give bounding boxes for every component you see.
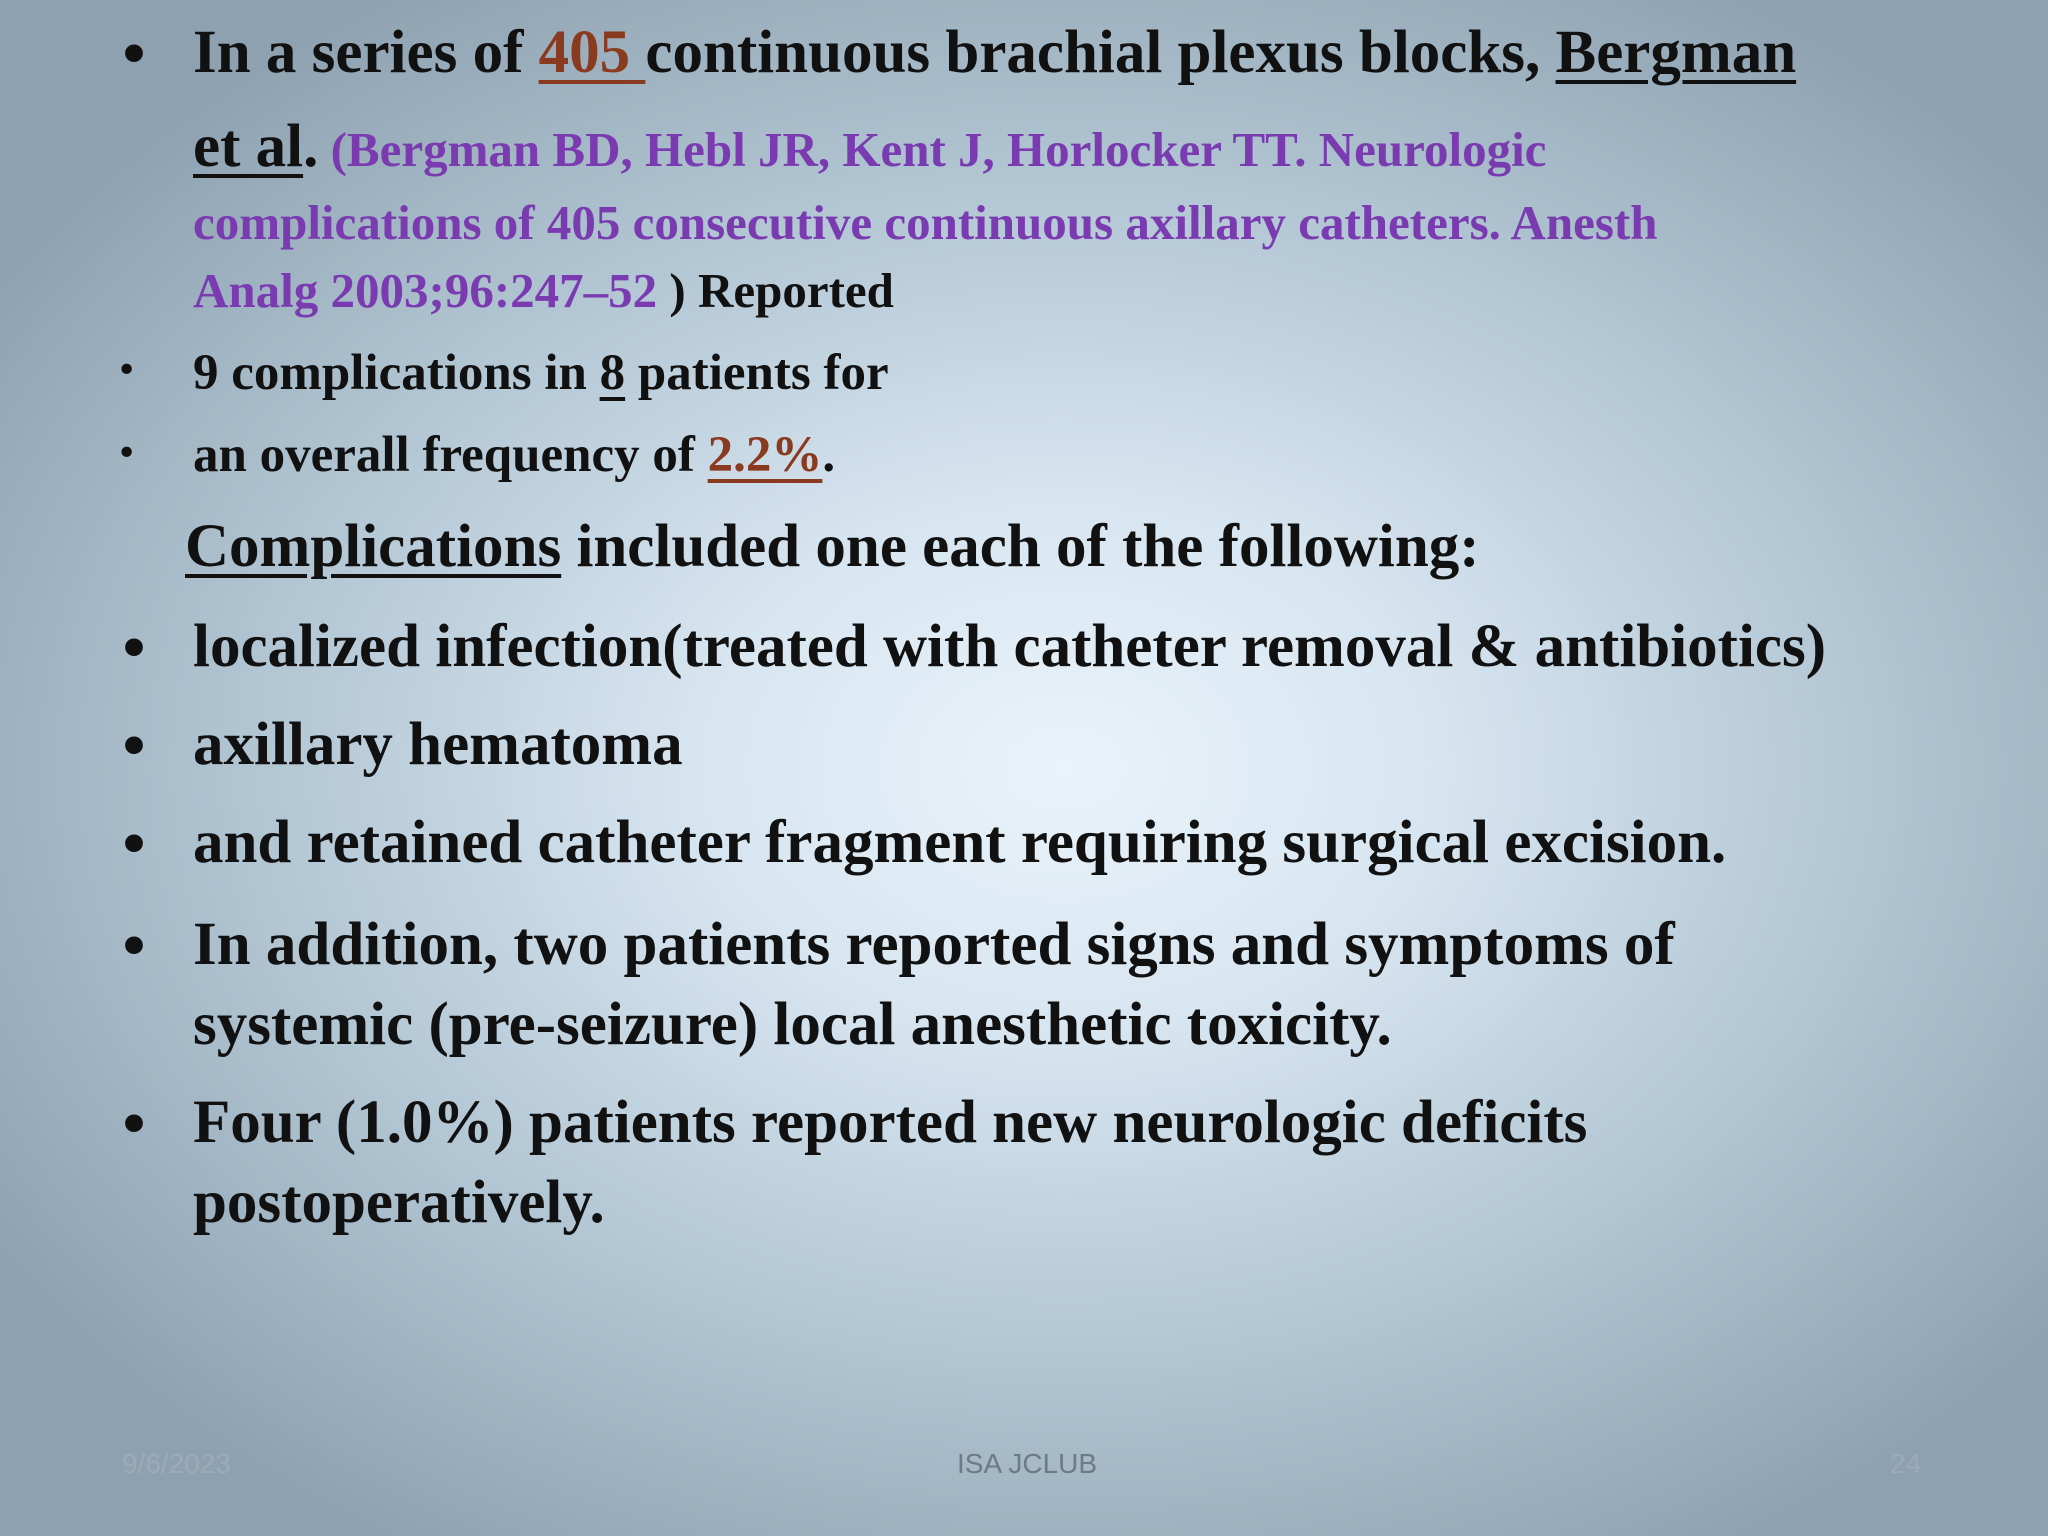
complications-heading: Complications included one each of the following: [185, 513, 1480, 580]
bullet-marker: • [116, 350, 138, 391]
author-etal: et al [193, 113, 304, 180]
complication-item: localized infection(treated with catheter removal & antibiotics) [193, 613, 1827, 680]
intro-line-4 [193, 262, 894, 319]
footer-title: ISA JCLUB [957, 1448, 1098, 1479]
count-405: 405 [538, 19, 646, 86]
four-line-2: postoperatively. [193, 1169, 605, 1236]
bullet-marker: • [116, 433, 138, 474]
frequency-value: 2.2% [707, 427, 823, 483]
bullet-marker: • [116, 20, 152, 91]
complication-item: axillary hematoma [193, 711, 683, 778]
intro-line-1: In a series of 405 continuous brachial plexus blocks, Bergman [193, 19, 1797, 86]
footer-date: 9/6/2023 [122, 1448, 231, 1479]
bullet-marker: • [116, 614, 152, 685]
citation-part-1: (Bergman BD, Hebl JR, Kent J, Horlocker TT. Neurologic [318, 122, 1547, 177]
complications-label: Complications [185, 513, 562, 580]
stats-line-2: an overall frequency of 2.2%. [193, 427, 836, 483]
stats-line-1: 9 complications in 8 patients for [193, 345, 889, 401]
citation-part-2: complications of 405 consecutive continuous axillary catheters. Anesth [193, 195, 1658, 250]
reported-text: ) Reported [657, 263, 894, 318]
bullet-marker: • [116, 810, 152, 881]
citation-part-3: Analg 2003;96:247–52 [193, 263, 658, 318]
patients-count: 8 [599, 345, 626, 401]
bullet-marker: • [116, 712, 152, 783]
bullet-marker: • [116, 1090, 152, 1161]
addition-line-1: In addition, two patients reported signs and symptoms of [193, 911, 1675, 978]
footer-page-number: 24 [1890, 1448, 1922, 1479]
four-line-1: Four (1.0%) patients reported new neurologic deficits [193, 1089, 1588, 1156]
complication-item: and retained catheter fragment requiring surgical excision. [193, 809, 1727, 876]
addition-line-2: systemic (pre-seizure) local anesthetic toxicity. [193, 991, 1392, 1058]
bullet-marker: • [116, 912, 152, 983]
author-bergman: Bergman [1555, 19, 1797, 86]
intro-line-2: et al. (Bergman BD, Hebl JR, Kent J, Horlocker TT. Neurologic [193, 113, 1547, 180]
